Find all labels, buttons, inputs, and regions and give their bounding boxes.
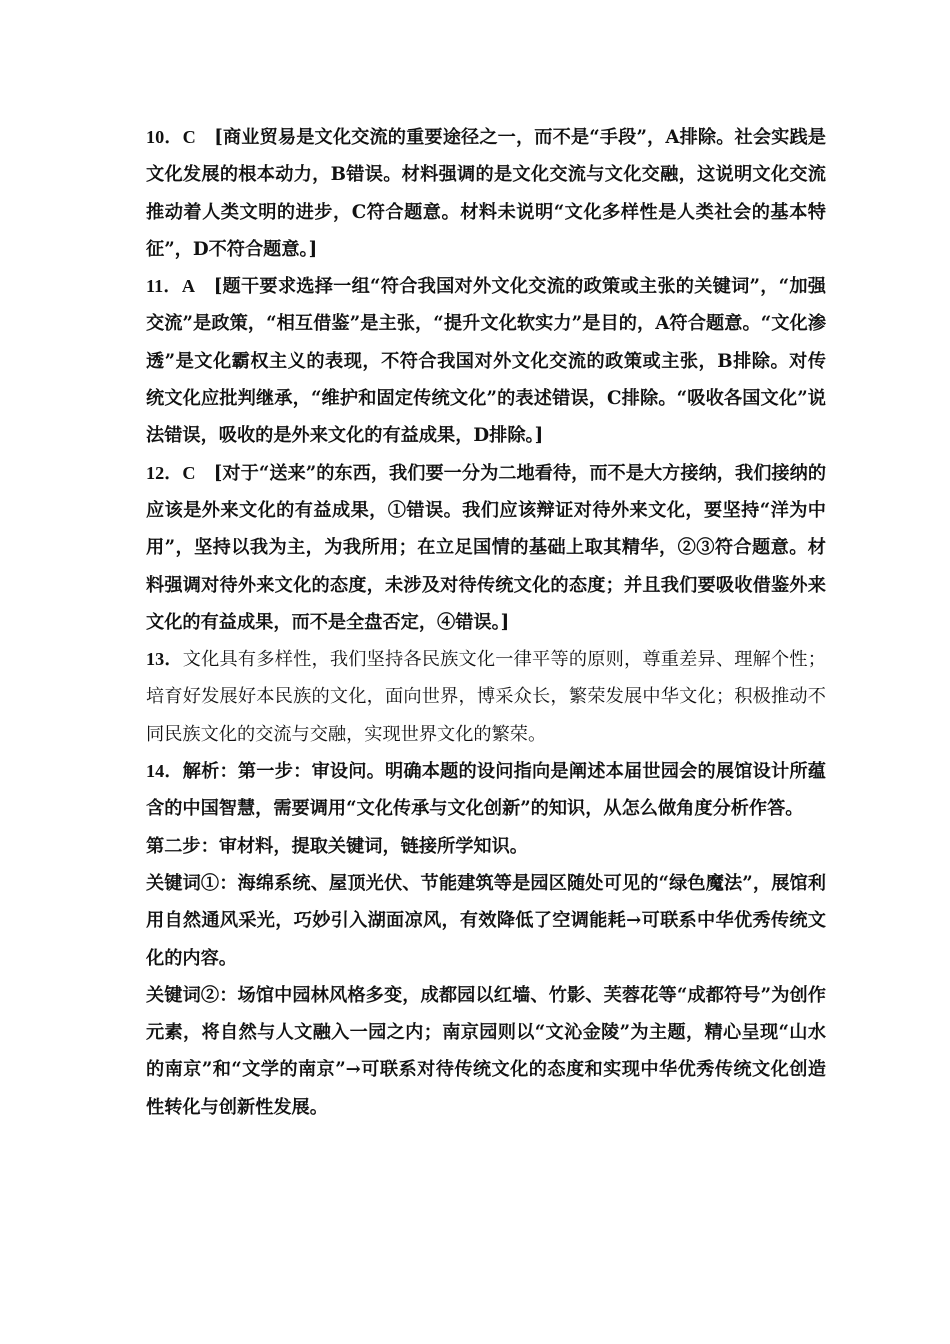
step-two: 第二步：审材料，提取关键词，链接所学知识。 bbox=[146, 835, 528, 857]
answer-number: 12．C bbox=[146, 462, 196, 483]
answer-14 bbox=[146, 753, 826, 828]
answer-text: 第一步：审设问。明确本题的设问指向是阐述本届世园会的展馆设计所蕴含的中国智慧，需要调用“文化传承与文化创新”的知识，从怎么做角度分析作答。 bbox=[146, 761, 826, 820]
answer-11 bbox=[146, 268, 826, 454]
answer-number: 14．解析： bbox=[146, 761, 238, 782]
answer-number: 13． bbox=[146, 649, 183, 670]
keyword-2: 关键词②：场馆中园林风格多变，成都园以红墙、竹影、芙蓉花等“成都符号”为创作元素，将自然与人文融入一园之内；南京园则以“文沁金陵”为主题，精心呈现“山水的南京”和“文学的南京”→可联系对待传统文化的态度和实现中华优秀传统文化创造性转化与创新性发展。 bbox=[146, 984, 826, 1118]
answer-text: 文化具有多样性，我们坚持各民族文化一律平等的原则，尊重差异、理解个性；培育好发展好本民族的文化，面向世界，博采众长，繁荣发展中华文化；积极推动不同民族文化的交流与交融，实现世界文化的繁荣。 bbox=[146, 649, 826, 745]
answer-13 bbox=[146, 641, 826, 753]
answer-number: 11．A bbox=[146, 276, 196, 297]
answer-12 bbox=[146, 455, 826, 641]
answer-10 bbox=[146, 119, 826, 268]
answer-page bbox=[146, 119, 826, 1126]
answer-text: [对于“送来”的东西，我们要一分为二地看待，而不是大方接纳，我们接纳的应该是外来文化的有益成果，①错误。我们应该辩证对待外来文化，要坚持“洋为中用”，坚持以我为主，为我所用；在立足国情的基础上取其精华，②③符合题意。材料强调对待外来文化的态度，未涉及对待传统文化的态度；并且我们要吸收借鉴外来文化的有益成果，而不是全盘否定，④错误。] bbox=[146, 462, 827, 633]
keyword-1: 关键词①：海绵系统、屋顶光伏、节能建筑等是园区随处可见的“绿色魔法”，展馆利用自然通风采光，巧妙引入湖面凉风，有效降低了空调能耗→可联系中华优秀传统文化的内容。 bbox=[146, 872, 826, 969]
answer-text: [题干要求选择一组“符合我国对外文化交流的政策或主张的关键词”，“加强交流”是政策，“相互借鉴”是主张，“提升文化软实力”是目的，A符合题意。“文化渗透”是文化霸权主义的表现，不符合我国对外文化交流的政策或主张，B排除。对传统文化应批判继承，“维护和固定传统文化”的表述错误，C排除。“吸收各国文化”说法错误，吸收的是外来文化的有益成果，D排除。] bbox=[146, 276, 826, 447]
answer-text: [商业贸易是文化交流的重要途径之一，而不是“手段”，A排除。社会实践是文化发展的根本动力，B错误。材料强调的是文化交流与文化交融，这说明文化交流推动着人类文明的进步，C符合题意。材料未说明“文化多样性是人类社会的基本特征”，D不符合题意。] bbox=[146, 127, 826, 260]
answer-number: 10．C bbox=[146, 127, 196, 147]
